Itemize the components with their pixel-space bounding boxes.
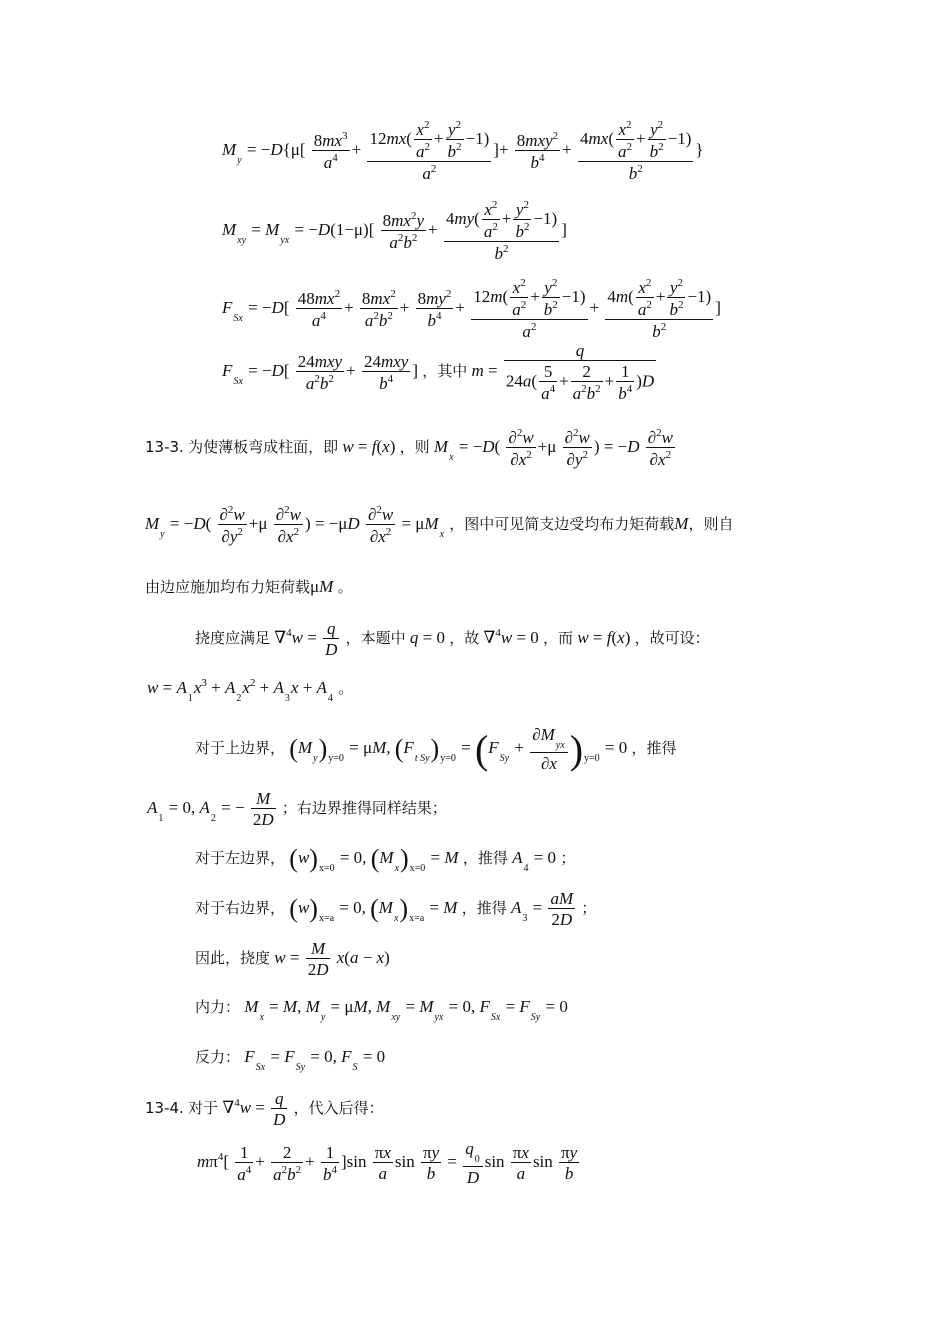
deflection-condition: 挠度应满足 ∇$^4$w = $\frac{q}{D}$ ，本题中 q = 0 ，故 ∇$^4$w = 0 ，而 w = f(x) ，故可设： [195,619,710,659]
problem-13-4-line1: 13-4. 对于 ∇$^4$w = $\frac{q}{D}$ ，代入后得： [145,1089,384,1129]
equation-FSx: $F_{Sx} = -D$[ $\frac{48mx^2}{a^4}$ + $\frac{8mx^2}{a^2b^2}$ + $\frac{8my^2}{b^4}$ + 12m( $\frac{x^2}{a^2}$ + $\frac{y^2}{b^2}$ −1) $a^2$ + 4m( $\frac{x^2}{a^2}$ + $\frac{y^2}{b^2}$ −1) $b^2$ ] [222,277,721,341]
problem-13-4-line2: $m\pi^4$[ $\frac{1}{a^4}$ + $\frac{2}{a^2b^2}$ + $\frac{1}{b^4}$ ]sin $\frac{\pi x}{a}$ sin $\frac{\pi y}{b}$ = $\frac{q_0}{D}$ sin $\frac{\pi x}{a}$ sin $\frac{\pi y}{b}$ [197,1139,578,1187]
problem-13-3-line2: $M_y = -D$( $\frac{\partial^2w}{\partial y^2}$ +μ $\frac{\partial^2w}{\partial x^2}$ ) = −μD $\frac{\partial^2w}{\partial x^2}$ = $\mu M_x$ ，图中可见简支边受均布力矩荷载M，则自 [145,504,734,546]
where-text: ，其中 [422,361,468,380]
equation-Mxy: $M_{xy} = M_{yx} = -D(1-\mu)$[ $\frac{8mx^2y}{a^2b^2}$ + 4my( $\frac{x^2}{a^2}$ + $\frac{y^2}{b^2}$ −1) $b^2$ ] [222,199,567,263]
reaction-forces: 反力： $F_{Sx} = F_{Sy} = 0$, $F_S = 0$ [195,1047,386,1073]
equation-FSx-m: $F_{Sx} = -D$[ $\frac{\text{24mxy}}{a^2b^2}$ + $\frac{\text{24mxy}}{b^4}$ ] ，其中 m = q 24a( $\frac{5}{a^4}$ + $\frac{2}{a^2b^2}$ + $\frac{1}{b^4}$ )D [222,341,655,403]
problem-13-4-label: 13-4. [145,1098,184,1117]
final-deflection: 因此，挠度 w = $\frac{M}{2D}$ x(a − x) [195,939,390,979]
right-edge-condition: 对于右边界， $(w)_{x=a} = 0$, $(M_x)_{x=a} = M$ ，推得 $A_3$ = $\frac{aM}{2D}$ ； [195,889,597,929]
deflection-polynomial: $w = A_1x^3 + A_2x^2 + A_3x + A_4$ 。 [147,677,354,704]
left-edge-condition: 对于左边界， $(w)_{x=0} = 0$, $(M_x)_{x=0} = M$ ，推得 $A_4 = 0$ ； [195,844,576,874]
top-edge-condition: 对于上边界， $(M_y)_{y=0} = \mu M$, $(F_{t Sy})_{y=0} = (F_{Sy}$ + $\frac{\partial M_{yx}}{\partial x}$ )$_{y=0} = 0$ ，推得 [195,725,677,773]
equation-My: $M_y = -D\{\mu$[ $\frac{8mx^3}{a^4}$ + 12mx( $\frac{x^2}{a^2}$ + $\frac{y^2}{b^2}$ −1) $a^2$ ]+ $\frac{8mxy^2}{b^4}$ + 4mx( $\frac{x^2}{a^2}$ + $\frac{y^2}{b^2}$ −1) $b^2$ } [222,119,704,183]
problem-13-3-line3: 由边应施加均布力矩荷载μM 。 [145,577,353,596]
problem-13-3-label: 13-3. [145,437,184,456]
internal-forces: 内力： $M_x = M$, $M_y = \mu M$, $M_{xy} = M_{yx} = 0$, $F_{Sx} = F_{Sy} = 0$ [195,997,568,1023]
A1-A2-result: $A_1 = 0$, $A_2$ = − $\frac{M}{2D}$ ；右边界推得同样结果； [147,789,447,829]
problem-13-3-line1: 13-3. 为使薄板弯成柱面，即 w = f(x) ，则 $M_x = -D$( $\frac{\partial^2w}{\partial x^2}$ +μ $\frac{\partial^2w}{\partial y^2}$ ) = −D $\frac{\partial^2w}{\partial x^2}$ [145,427,673,469]
